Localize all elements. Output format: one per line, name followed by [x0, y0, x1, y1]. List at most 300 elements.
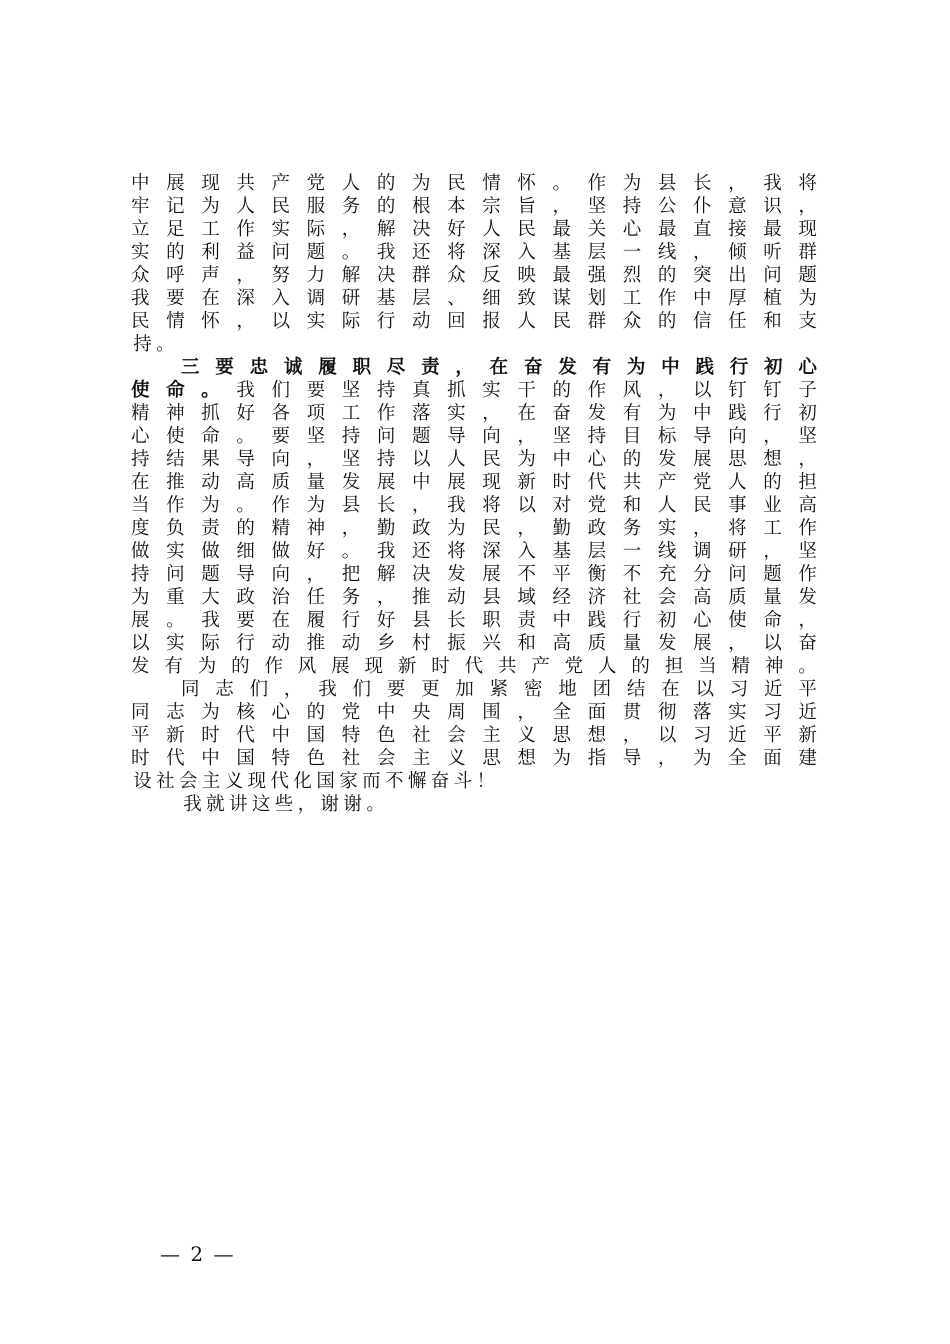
glyph: 核	[236, 702, 255, 723]
text-line	[131, 241, 817, 264]
glyph: 践	[728, 403, 747, 424]
glyph: 入	[271, 288, 291, 309]
glyph: 。	[236, 426, 255, 447]
glyph: 任	[306, 587, 326, 608]
glyph: 量	[306, 472, 326, 493]
text-line	[131, 793, 817, 816]
glyph: 履	[306, 610, 326, 631]
glyph: 民	[482, 449, 501, 470]
glyph: 风	[297, 656, 317, 677]
glyph: 心	[587, 449, 607, 470]
glyph: 和	[763, 311, 782, 332]
glyph: 平	[552, 564, 572, 585]
glyph: 为	[197, 656, 217, 677]
text-line	[131, 425, 817, 448]
glyph: 作	[798, 564, 817, 585]
glyph: 各	[271, 403, 291, 424]
glyph: 的	[631, 656, 650, 677]
glyph: 为	[306, 495, 326, 516]
glyph: 展	[693, 633, 712, 654]
glyph: 作	[798, 518, 817, 539]
glyph: 我	[236, 380, 255, 401]
glyph: 以	[695, 679, 714, 700]
glyph: 中	[201, 748, 220, 769]
glyph: 风	[622, 380, 642, 401]
glyph: 主	[412, 748, 431, 769]
glyph: 一	[622, 242, 642, 263]
glyph: 充	[657, 564, 677, 585]
glyph: 民	[482, 518, 501, 539]
glyph: 作	[264, 656, 283, 677]
glyph: 政	[412, 518, 431, 539]
glyph: ，	[798, 610, 817, 631]
glyph: 心	[693, 610, 712, 631]
glyph: 围	[482, 702, 501, 723]
glyph: 实	[482, 380, 501, 401]
glyph: 。	[236, 495, 255, 516]
glyph: 高	[552, 633, 572, 654]
text-line	[131, 264, 817, 287]
glyph: 钉	[728, 380, 747, 401]
glyph: 近	[798, 702, 817, 723]
glyph: 发	[131, 656, 150, 677]
glyph: 命	[201, 426, 220, 447]
glyph: 党	[564, 656, 584, 677]
glyph: 心	[622, 219, 642, 240]
glyph: 面	[587, 702, 607, 723]
glyph: 尽	[386, 357, 406, 378]
glyph: 当	[698, 656, 717, 677]
glyph: 作	[587, 380, 607, 401]
glyph: 实	[728, 702, 747, 723]
glyph: 坚	[552, 426, 572, 447]
glyph: 持	[133, 334, 152, 355]
glyph: 反	[482, 265, 501, 286]
glyph: 务	[341, 196, 361, 217]
glyph: 厚	[728, 288, 747, 309]
glyph: 映	[517, 265, 536, 286]
glyph: 的	[376, 173, 396, 194]
glyph: 担	[664, 656, 684, 677]
glyph: 长	[376, 495, 396, 516]
glyph: 回	[447, 311, 466, 332]
glyph: 的	[166, 242, 185, 263]
glyph: 时	[431, 656, 450, 677]
glyph: 问	[763, 265, 782, 286]
glyph: 持	[376, 449, 396, 470]
glyph: 社	[412, 725, 431, 746]
glyph: 的	[657, 265, 677, 286]
glyph: 高	[236, 472, 255, 493]
glyph: 最	[552, 265, 572, 286]
glyph: 代	[236, 725, 255, 746]
glyph: 地	[558, 679, 577, 700]
glyph: 谢	[320, 794, 340, 815]
glyph: 工	[763, 518, 782, 539]
glyph: 。	[201, 380, 220, 401]
glyph: 产	[531, 656, 550, 677]
glyph: 真	[412, 380, 431, 401]
glyph: 党	[693, 472, 712, 493]
glyph: 对	[552, 495, 572, 516]
glyph: 展	[376, 472, 396, 493]
glyph: 在	[517, 403, 536, 424]
glyph: 好	[236, 403, 255, 424]
glyph: 益	[236, 242, 255, 263]
glyph: 发	[558, 357, 577, 378]
glyph: 分	[693, 564, 712, 585]
glyph: 密	[523, 679, 543, 700]
glyph: 平	[763, 725, 782, 746]
glyph: 最	[552, 219, 572, 240]
glyph: 当	[131, 495, 150, 516]
glyph: 讲	[228, 794, 248, 815]
glyph: 导	[447, 426, 466, 447]
glyph: 神	[166, 403, 185, 424]
glyph: 长	[693, 173, 712, 194]
glyph: 持	[341, 426, 361, 447]
glyph: 产	[657, 472, 677, 493]
glyph: 国	[306, 725, 326, 746]
glyph: 问	[166, 564, 185, 585]
glyph: 会	[178, 771, 198, 792]
glyph: 努	[271, 265, 291, 286]
glyph: 中	[693, 288, 712, 309]
glyph: 旨	[517, 196, 536, 217]
glyph: 怀	[517, 173, 536, 194]
glyph: 层	[587, 541, 607, 562]
glyph: 为	[201, 702, 220, 723]
glyph: 将	[447, 541, 466, 562]
glyph: 动	[201, 472, 220, 493]
glyph: 人	[657, 495, 677, 516]
glyph: 入	[517, 242, 536, 263]
glyph: ，	[517, 426, 536, 447]
glyph: 民	[552, 311, 572, 332]
glyph: 在	[201, 288, 220, 309]
glyph: 发	[587, 403, 607, 424]
text-line	[131, 517, 817, 540]
glyph: ，	[236, 311, 255, 332]
glyph: 实	[306, 311, 326, 332]
glyph: 要	[166, 288, 185, 309]
glyph: 精	[271, 518, 291, 539]
glyph: 识	[763, 196, 782, 217]
glyph: 思	[482, 748, 501, 769]
glyph: 关	[587, 219, 607, 240]
glyph: 以	[693, 380, 712, 401]
glyph: 在	[271, 610, 291, 631]
glyph: 为	[657, 403, 677, 424]
glyph: 就	[206, 794, 225, 815]
glyph: 中	[131, 173, 150, 194]
glyph: 志	[166, 702, 185, 723]
glyph: 懈	[407, 771, 427, 792]
glyph: 推	[412, 587, 431, 608]
text-line	[131, 655, 817, 678]
glyph: 责	[517, 610, 536, 631]
glyph: 不	[517, 564, 536, 585]
glyph: 工	[341, 403, 361, 424]
glyph: 解	[341, 265, 361, 286]
glyph: 导	[693, 426, 712, 447]
glyph: ，	[728, 633, 747, 654]
glyph: 这	[251, 794, 271, 815]
glyph: 义	[517, 725, 536, 746]
glyph: 人	[517, 311, 536, 332]
glyph: 研	[728, 541, 747, 562]
glyph: 高	[693, 587, 712, 608]
glyph: 足	[166, 219, 185, 240]
glyph: 初	[798, 403, 817, 424]
glyph: 紧	[489, 679, 509, 700]
glyph: ，	[552, 196, 572, 217]
glyph: 题	[201, 564, 220, 585]
glyph: 现	[482, 472, 501, 493]
glyph: 谋	[552, 288, 572, 309]
text-line	[131, 402, 817, 425]
glyph: 现	[798, 219, 817, 240]
glyph: 以	[271, 311, 291, 332]
glyph: 还	[412, 242, 431, 263]
glyph: 细	[236, 541, 255, 562]
glyph: 好	[376, 610, 396, 631]
glyph: 中	[376, 702, 396, 723]
glyph: 治	[271, 587, 291, 608]
glyph: 本	[447, 196, 466, 217]
glyph: 新	[517, 472, 536, 493]
glyph: 发	[341, 472, 361, 493]
glyph: 结	[166, 449, 185, 470]
glyph: 抓	[201, 403, 220, 424]
glyph: 落	[412, 403, 431, 424]
glyph: 主	[201, 771, 221, 792]
text-line	[131, 540, 817, 563]
glyph: 团	[592, 679, 612, 700]
glyph: 线	[657, 242, 677, 263]
glyph: 想	[763, 449, 782, 470]
glyph: 务	[622, 518, 642, 539]
glyph: 以	[412, 449, 431, 470]
glyph: 实	[657, 518, 677, 539]
glyph: 诚	[283, 357, 303, 378]
glyph: 业	[763, 495, 782, 516]
glyph: 导	[622, 748, 642, 769]
glyph: 民	[517, 219, 536, 240]
glyph: 代	[587, 472, 607, 493]
glyph: ，	[236, 265, 255, 286]
glyph: 发	[447, 564, 466, 585]
glyph: 近	[764, 679, 783, 700]
text-line	[131, 586, 817, 609]
glyph: 决	[412, 219, 431, 240]
glyph: 县	[412, 610, 431, 631]
glyph: ，	[455, 357, 474, 378]
glyph: 在	[489, 357, 509, 378]
glyph: 不	[622, 564, 642, 585]
glyph: ，	[693, 518, 712, 539]
glyph: 义	[447, 748, 466, 769]
glyph: 作	[166, 495, 185, 516]
glyph: ！	[476, 771, 496, 792]
glyph: 化	[293, 771, 312, 792]
glyph: 乡	[376, 633, 396, 654]
glyph: 倾	[728, 242, 747, 263]
glyph: 量	[622, 633, 642, 654]
glyph: 大	[201, 587, 220, 608]
glyph: 我	[447, 495, 466, 516]
glyph: ，	[376, 587, 396, 608]
glyph: 坚	[798, 541, 817, 562]
glyph: 事	[728, 495, 747, 516]
glyph: 志	[215, 679, 234, 700]
glyph: 动	[447, 587, 466, 608]
glyph: 基	[552, 242, 572, 263]
glyph: ，	[306, 449, 326, 470]
glyph: 持	[376, 380, 396, 401]
glyph: 群	[798, 242, 817, 263]
glyph: 衡	[587, 564, 607, 585]
glyph: 为	[552, 748, 572, 769]
glyph: 思	[728, 449, 747, 470]
glyph: 决	[412, 564, 431, 585]
glyph: 贯	[622, 702, 642, 723]
glyph: 的	[763, 472, 782, 493]
section-heading	[131, 356, 817, 379]
glyph: 坚	[306, 426, 326, 447]
glyph: 在	[661, 679, 680, 700]
glyph: 我	[183, 794, 202, 815]
glyph: 现	[201, 173, 220, 194]
glyph: ，	[657, 748, 677, 769]
glyph: 将	[482, 495, 501, 516]
glyph: 社	[341, 748, 361, 769]
text-line	[131, 701, 817, 724]
glyph: 。	[166, 610, 185, 631]
glyph: 担	[798, 472, 817, 493]
glyph: 色	[306, 748, 326, 769]
glyph: 重	[166, 587, 185, 608]
glyph: 结	[626, 679, 646, 700]
glyph: 导	[236, 449, 255, 470]
glyph: 中	[693, 403, 712, 424]
glyph: 为	[201, 196, 220, 217]
glyph: 践	[695, 357, 714, 378]
glyph: 村	[412, 633, 431, 654]
glyph: 中	[271, 725, 291, 746]
glyph: 接	[728, 219, 747, 240]
glyph: 层	[587, 242, 607, 263]
glyph: 指	[587, 748, 607, 769]
glyph: 服	[306, 196, 326, 217]
glyph: 兴	[482, 633, 501, 654]
glyph: 周	[447, 702, 466, 723]
text-line	[131, 195, 817, 218]
glyph: 干	[517, 380, 536, 401]
glyph: 声	[201, 265, 220, 286]
glyph: 的	[657, 311, 677, 332]
glyph: 。	[366, 794, 385, 815]
glyph: 将	[728, 518, 747, 539]
glyph: ，	[341, 219, 361, 240]
glyph: 基	[376, 288, 396, 309]
glyph: 心	[798, 357, 817, 378]
glyph: 将	[798, 173, 817, 194]
text-line	[131, 172, 817, 195]
glyph: 为	[447, 518, 466, 539]
glyph: 怀	[201, 311, 220, 332]
glyph: 面	[763, 748, 782, 769]
glyph: 新	[397, 656, 417, 677]
glyph: 人	[728, 472, 747, 493]
glyph: 精	[131, 403, 150, 424]
glyph: 使	[166, 426, 185, 447]
glyph: 行	[622, 610, 642, 631]
glyph: 思	[552, 725, 572, 746]
glyph: ，	[517, 702, 536, 723]
glyph: 展	[693, 449, 712, 470]
glyph: 时	[552, 472, 572, 493]
glyph: 有	[164, 656, 183, 677]
glyph: 些	[274, 794, 294, 815]
glyph: 推	[166, 472, 185, 493]
glyph: 解	[376, 219, 396, 240]
glyph: 题	[763, 564, 782, 585]
glyph: 代	[270, 771, 290, 792]
glyph: 坚	[798, 426, 817, 447]
glyph: 初	[657, 610, 677, 631]
text-line	[131, 471, 817, 494]
glyph: 会	[376, 748, 396, 769]
text-line	[131, 632, 817, 655]
glyph: 同	[131, 702, 150, 723]
glyph: 为	[626, 357, 646, 378]
glyph: 持	[622, 196, 642, 217]
glyph: 工	[201, 219, 220, 240]
glyph: ，	[297, 794, 317, 815]
glyph: 务	[341, 587, 361, 608]
glyph: 调	[693, 541, 712, 562]
glyph: 济	[587, 587, 607, 608]
glyph: 高	[798, 495, 817, 516]
text-line	[131, 310, 817, 333]
glyph: 建	[798, 748, 817, 769]
glyph: 忠	[249, 357, 269, 378]
glyph: 力	[306, 265, 326, 286]
glyph: 职	[352, 357, 371, 378]
glyph: 质	[271, 472, 291, 493]
glyph: 作	[236, 219, 255, 240]
glyph: 作	[657, 288, 677, 309]
glyph: 坚	[341, 380, 361, 401]
glyph: 问	[728, 564, 747, 585]
glyph: 最	[657, 219, 677, 240]
glyph: 更	[421, 679, 440, 700]
glyph: 想	[517, 748, 536, 769]
glyph: 深	[236, 288, 255, 309]
glyph: 的	[306, 702, 326, 723]
glyph: ，	[763, 426, 782, 447]
glyph: 斗	[453, 771, 473, 792]
glyph: 要	[271, 426, 291, 447]
glyph: 展	[131, 610, 150, 631]
glyph: 平	[798, 679, 817, 700]
glyph: 习	[729, 679, 749, 700]
glyph: 们	[271, 380, 291, 401]
glyph: ，	[622, 725, 642, 746]
glyph: 。	[156, 334, 175, 355]
glyph: 为	[201, 495, 220, 516]
